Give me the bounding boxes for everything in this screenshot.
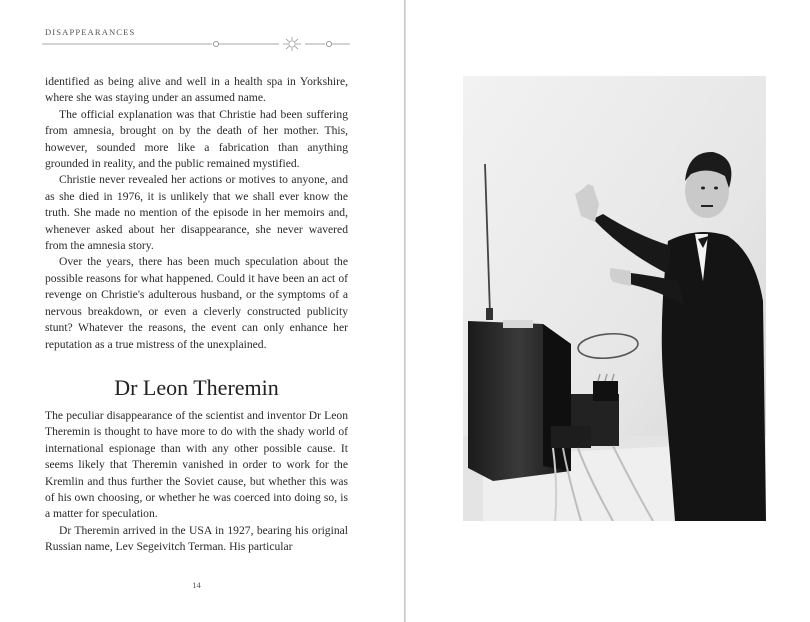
paragraph: The peculiar disappearance of the scientist and inventor Dr Leon Theremin is thought to have more to do with the shady world of international espionage than with any other possible cause. It seems likely that Theremin vanished in order to work for the Kremlin and thus further the Soviet cause, but whether this was of his own choosing, or whether he was coerced into doing so, is a matter for speculation. <box>45 409 348 521</box>
paragraph: identified as being alive and well in a health spa in Yorkshire, where she was staying under an assumed name. <box>45 75 348 105</box>
paragraph: Over the years, there has been much speculation about the possible reasons for what happened. Could it have been an act of revenge on Christie's adulterous husband, or the symptoms of a nervous breakdown, or even a cleverly constructed publicity stunt? Whatever the reasons, the event can only enhance her reputation as a true mistress of the unexplained. <box>45 255 348 351</box>
theremin-photograph <box>463 76 766 521</box>
section-heading: Dr Leon Theremin <box>114 375 279 400</box>
page-number: 14 <box>192 580 201 590</box>
header-ornament-icon <box>42 36 350 52</box>
paragraph: The official explanation was that Christie had been suffering from amnesia, brought on by the death of her mother. This, however, sounded more like a fabrication than anything grounded in reality, and the public remained mystified. <box>45 107 348 171</box>
body-text-bottom <box>45 408 348 556</box>
left-page <box>0 0 404 622</box>
paragraph: Christie never revealed her actions or motives to anyone, and as she died in 1976, it is unlikely that we shall ever know the truth. She made no mention of the episode in her memoirs and, whenever asked about her disappearance, she never wavered from the amnesia story. <box>45 173 348 253</box>
body-text-top <box>45 74 348 353</box>
running-head: DISAPPEARANCES <box>45 27 136 37</box>
paragraph: Dr Theremin arrived in the USA in 1927, bearing his original Russian name, Lev Segeivitch Terman. His particular <box>45 523 348 554</box>
